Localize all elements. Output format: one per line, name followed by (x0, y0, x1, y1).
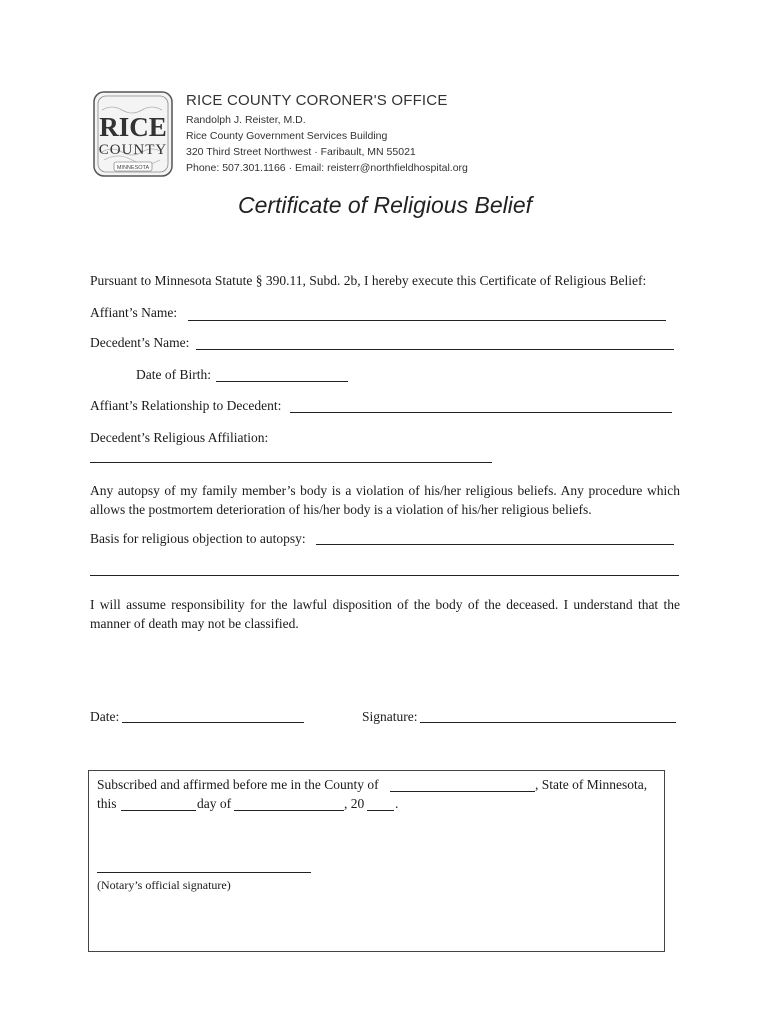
notary-period: . (395, 796, 399, 811)
decedent-name-field[interactable] (196, 349, 674, 350)
decedent-name-label: Decedent’s Name: (90, 335, 190, 350)
notary-year-field[interactable] (367, 810, 394, 811)
physician-name: Randolph J. Reister, M.D. (186, 114, 306, 126)
affiant-name-field[interactable] (188, 320, 666, 321)
notary-day-field[interactable] (121, 810, 196, 811)
basis-objection-field-continued[interactable] (90, 575, 679, 576)
notary-county-field[interactable] (390, 791, 535, 792)
seal-bottom-word: COUNTY (98, 142, 168, 158)
notary-section (88, 770, 665, 952)
building-name: Rice County Government Services Building (186, 130, 388, 142)
rice-county-seal-logo (90, 90, 176, 178)
responsibility-statement: I will assume responsibility for the lawful disposition of the body of the deceased. I understand that the manner of death may not be classified. (90, 597, 680, 631)
religious-affiliation-field[interactable] (90, 462, 492, 463)
notary-signature-caption: (Notary’s official signature) (97, 878, 231, 892)
affiant-name-label: Affiant’s Name: (90, 305, 178, 320)
notary-county-text: Subscribed and affirmed before me in the County of (97, 777, 379, 792)
seal-top-word: RICE (99, 112, 167, 142)
date-field[interactable] (122, 722, 304, 723)
notary-signature-field[interactable] (97, 872, 311, 873)
certificate-title: Certificate of Religious Belief (237, 192, 533, 218)
relationship-label: Affiant’s Relationship to Decedent: (90, 398, 282, 413)
religious-affiliation-label: Decedent’s Religious Affiliation: (90, 430, 269, 445)
relationship-field[interactable] (290, 412, 672, 413)
date-of-birth-field[interactable] (216, 381, 348, 382)
notary-this-text: this (97, 796, 117, 811)
signature-field[interactable] (420, 722, 676, 723)
date-label: Date: (90, 709, 120, 724)
seal-state-word: MINNESOTA (116, 165, 150, 171)
office-contact: Phone: 507.301.1166 · Email: reisterr@northfieldhospital.org (186, 162, 468, 174)
basis-objection-label: Basis for religious objection to autopsy: (90, 531, 306, 546)
statute-intro: Pursuant to Minnesota Statute § 390.11, Subd. 2b, I hereby execute this Certificate of Religious Belief: (90, 273, 647, 288)
office-name: RICE COUNTY CORONER'S OFFICE (186, 92, 448, 109)
basis-objection-field[interactable] (316, 544, 674, 545)
office-address: 320 Third Street Northwest · Faribault, MN 55021 (186, 146, 416, 158)
notary-year-prefix: , 20 (344, 796, 365, 811)
notary-month-field[interactable] (234, 810, 344, 811)
autopsy-violation-statement: Any autopsy of my family member’s body is a violation of his/her religious beliefs. Any procedure which allows the postmortem deterioration of his/her body is a violation of his/her religious beliefs. (90, 483, 680, 517)
notary-state-text: , State of Minnesota, (535, 777, 648, 792)
notary-day-of-text: day of (197, 796, 232, 811)
signature-label: Signature: (362, 709, 418, 724)
date-of-birth-label: Date of Birth: (136, 367, 211, 382)
